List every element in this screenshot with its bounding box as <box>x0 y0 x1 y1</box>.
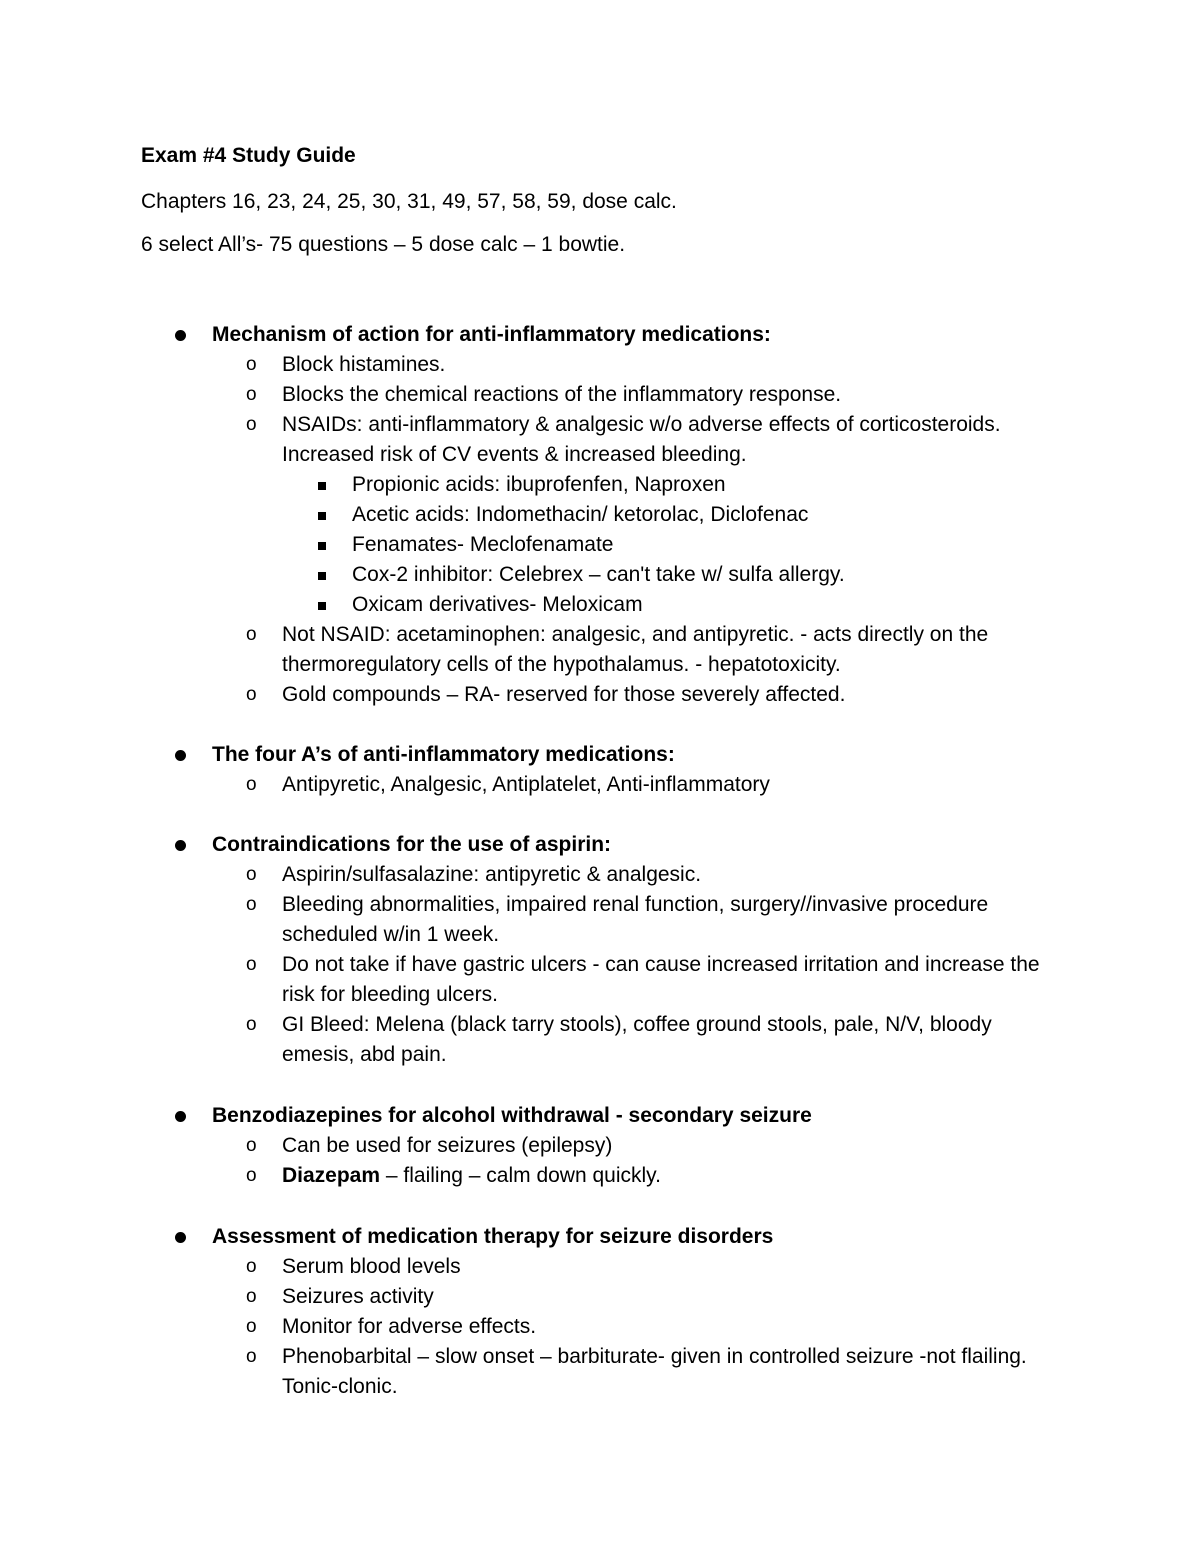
bullet-dot-icon <box>175 1232 186 1243</box>
bullet-circle-icon: o <box>246 1286 257 1307</box>
section-heading: Contraindications for the use of aspirin: <box>0 830 1200 860</box>
bullet-circle-icon: o <box>246 1165 257 1186</box>
sub-list-item: Propionic acids: ibuprofenfen, Naproxen <box>0 470 1200 500</box>
list-item: o Bleeding abnormalities, impaired renal function, surgery//invasive procedure scheduled w/in 1 week. <box>0 890 1042 950</box>
bullet-circle-icon: o <box>246 1256 257 1277</box>
section-heading: The four A’s of anti-inflammatory medications: <box>0 740 1200 770</box>
bullet-circle-icon: o <box>246 864 257 885</box>
bullet-dot-icon <box>175 330 186 341</box>
bullet-circle-icon: o <box>246 894 257 915</box>
document-title: Exam #4 Study Guide <box>141 144 356 167</box>
section-benzodiazepines <box>0 1101 1200 1191</box>
section-mechanism <box>0 320 1200 710</box>
list-item: o Can be used for seizures (epilepsy) <box>0 1131 1042 1161</box>
sub-list-item: Acetic acids: Indomethacin/ ketorolac, Diclofenac <box>0 500 1200 530</box>
bullet-circle-icon: o <box>246 354 257 375</box>
list-item: o Not NSAID: acetaminophen: analgesic, and antipyretic. - acts directly on the thermoregulatory cells of the hypothalamus. - hepatotoxicity. <box>0 620 1042 680</box>
bullet-circle-icon: o <box>246 774 257 795</box>
exam-format-line: 6 select All’s- 75 questions – 5 dose calc – 1 bowtie. <box>141 233 626 256</box>
bullet-dot-icon <box>175 750 186 761</box>
list-item: o Gold compounds – RA- reserved for those severely affected. <box>0 680 1042 710</box>
list-item: o GI Bleed: Melena (black tarry stools), coffee ground stools, pale, N/V, bloody emesis, abd pain. <box>0 1010 1042 1070</box>
bullet-circle-icon: o <box>246 1135 257 1156</box>
bullet-circle-icon: o <box>246 954 257 975</box>
section-aspirin-contraindications <box>0 830 1200 1070</box>
list-item: o Aspirin/sulfasalazine: antipyretic & analgesic. <box>0 860 1042 890</box>
bullet-circle-icon: o <box>246 684 257 705</box>
section-heading: Mechanism of action for anti-inflammatory medications: <box>0 320 1200 350</box>
list-item: o Monitor for adverse effects. <box>0 1312 1042 1342</box>
section-four-as <box>0 740 1200 800</box>
bullet-circle-icon: o <box>246 384 257 405</box>
bullet-square-icon <box>318 512 326 520</box>
sub-list-item: Fenamates- Meclofenamate <box>0 530 1200 560</box>
bullet-dot-icon <box>175 840 186 851</box>
bullet-square-icon <box>318 602 326 610</box>
list-item: o Block histamines. <box>0 350 1042 380</box>
section-heading: Benzodiazepines for alcohol withdrawal - secondary seizure <box>0 1101 1200 1131</box>
diazepam-term: Diazepam <box>282 1164 381 1187</box>
list-item: o Seizures activity <box>0 1282 1042 1312</box>
chapters-line: Chapters 16, 23, 24, 25, 30, 31, 49, 57, 58, 59, dose calc. <box>141 190 677 213</box>
list-item: o Diazepam – flailing – calm down quickly. <box>0 1161 1042 1191</box>
list-item: o NSAIDs: anti-inflammatory & analgesic w/o adverse effects of corticosteroids. Increased risk of CV events & increased bleeding. <box>0 410 1042 470</box>
bullet-dot-icon <box>175 1111 186 1122</box>
bullet-circle-icon: o <box>246 1346 257 1367</box>
bullet-circle-icon: o <box>246 624 257 645</box>
section-heading: Assessment of medication therapy for seizure disorders <box>0 1222 1200 1252</box>
sub-list-item: Cox-2 inhibitor: Celebrex – can't take w/ sulfa allergy. <box>0 560 1200 590</box>
list-item: o Serum blood levels <box>0 1252 1042 1282</box>
list-item: o Blocks the chemical reactions of the inflammatory response. <box>0 380 1042 410</box>
list-item: o Do not take if have gastric ulcers - can cause increased irritation and increase the risk for bleeding ulcers. <box>0 950 1042 1010</box>
sub-list-item: Oxicam derivatives- Meloxicam <box>0 590 1200 620</box>
bullet-square-icon <box>318 542 326 550</box>
bullet-circle-icon: o <box>246 414 257 435</box>
bullet-square-icon <box>318 482 326 490</box>
list-item: o Phenobarbital – slow onset – barbiturate- given in controlled seizure -not flailing. Tonic-clonic. <box>0 1342 1042 1402</box>
section-seizure-assessment <box>0 1222 1200 1402</box>
list-item: o Antipyretic, Analgesic, Antiplatelet, Anti-inflammatory <box>0 770 1042 800</box>
bullet-circle-icon: o <box>246 1316 257 1337</box>
bullet-square-icon <box>318 572 326 580</box>
bullet-circle-icon: o <box>246 1014 257 1035</box>
